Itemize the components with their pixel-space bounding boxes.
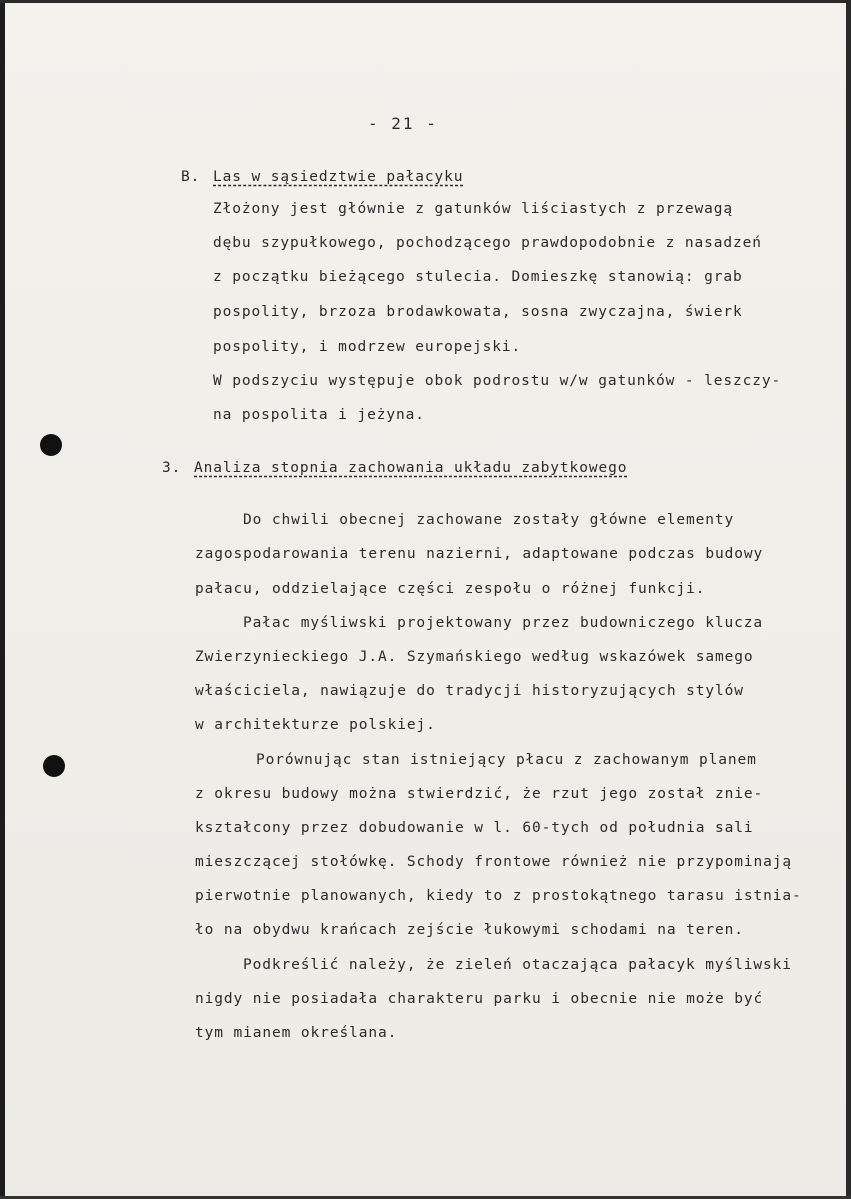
section-b-label: B. xyxy=(181,169,201,185)
section-3-line: w architekturze polskiej. xyxy=(195,717,436,733)
section-3-line: Porównując stan istniejący płacu z zachowanym planem xyxy=(256,752,757,768)
section-3-line: ło na obydwu krańcach zejście łukowymi schodami na teren. xyxy=(195,922,744,938)
section-3-line: właściciela, nawiązuje do tradycji historyzujących stylów xyxy=(195,683,744,699)
section-b-line: z początku bieżącego stulecia. Domieszkę stanowią: grab xyxy=(213,269,743,285)
section-b-line: na pospolita i jeżyna. xyxy=(213,407,425,423)
scan-edge-left xyxy=(0,0,5,1199)
section-3-line: mieszczącej stołówkę. Schody frontowe również nie przypominają xyxy=(195,854,793,870)
section-3-label: 3. xyxy=(162,460,182,476)
page-number: - 21 - xyxy=(368,114,438,133)
punch-hole-bottom xyxy=(43,755,65,777)
section-3-line: Pałac myśliwski projektowany przez budowniczego klucza xyxy=(243,615,764,631)
section-b-line: dębu szypułkowego, pochodzącego prawdopodobnie z nasadzeń xyxy=(213,235,762,251)
section-3-line: tym mianem określana. xyxy=(195,1025,398,1041)
section-3-line: pałacu, oddzielające części zespołu o różnej funkcji. xyxy=(195,581,706,597)
section-3-line: z okresu budowy można stwierdzić, że rzut jego został znie- xyxy=(195,786,764,802)
section-3-line: Do chwili obecnej zachowane zostały główne elementy xyxy=(243,512,735,528)
section-3-heading: Analiza stopnia zachowania układu zabytkowego xyxy=(194,460,628,476)
section-b-line: W podszyciu występuje obok podrostu w/w gatunków - leszczy- xyxy=(213,373,782,389)
punch-hole-top xyxy=(40,434,62,456)
section-3-line: nigdy nie posiadała charakteru parku i obecnie nie może być xyxy=(195,991,764,1007)
section-b-line: Złożony jest głównie z gatunków liściastych z przewagą xyxy=(213,201,734,217)
section-b-heading: Las w sąsiedztwie pałacyku xyxy=(213,169,464,185)
section-3-line: Podkreślić należy, że zieleń otaczająca pałacyk myśliwski xyxy=(243,957,792,973)
scan-edge-top xyxy=(0,0,851,3)
section-3-line: Zwierzynieckiego J.A. Szymańskiego według wskazówek samego xyxy=(195,649,754,665)
section-3-line: kształcony przez dobudowanie w l. 60-tych od południa sali xyxy=(195,820,754,836)
scan-edge-right xyxy=(846,0,851,1199)
section-3-line: pierwotnie planowanych, kiedy to z prostokątnego tarasu istnia- xyxy=(195,888,802,904)
section-b-line: pospolity, brzoza brodawkowata, sosna zwyczajna, świerk xyxy=(213,304,743,320)
section-b-line: pospolity, i modrzew europejski. xyxy=(213,339,522,355)
section-3-line: zagospodarowania terenu nazierni, adaptowane podczas budowy xyxy=(195,546,764,562)
